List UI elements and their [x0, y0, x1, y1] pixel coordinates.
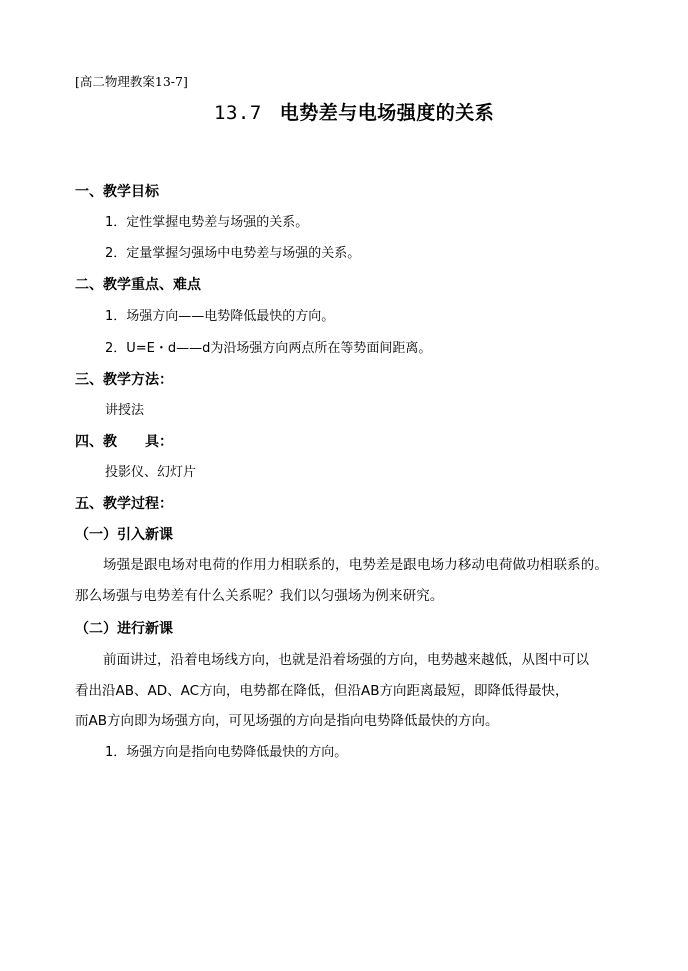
title-text: 电势差与电场强度的关系: [279, 102, 495, 124]
page-title: [214, 104, 494, 123]
tools-text: 投影仪、幻灯片: [105, 465, 197, 480]
lesson-tag: [高二物理教案13-7]: [75, 74, 188, 89]
goal-item-2: 2．定量掌握匀强场中电势差与场强的关系。: [105, 246, 361, 261]
key-point-1: 1．场强方向——电势降低最快的方向。: [105, 309, 335, 324]
new-lesson-heading: （二）进行新课: [75, 621, 173, 637]
method-heading: 三、教学方法：: [75, 372, 173, 388]
key-point-2: 2．U=E・d——d为沿场强方向两点所在等势面间距离。: [105, 341, 432, 356]
new-lesson-paragraph-line-2: 看出沿AB、AD、AC方向，电势都在降低，但沿AB方向距离最短，即降低得最快，: [75, 683, 569, 699]
method-text: 讲授法: [105, 403, 145, 418]
new-lesson-item-1: 1．场强方向是指向电势降低最快的方向。: [105, 745, 348, 760]
intro-heading: （一）引入新课: [75, 527, 173, 543]
intro-paragraph-line-1: 场强是跟电场对电荷的作用力相联系的，电势差是跟电场力移动电荷做功相联系的。: [103, 557, 609, 573]
new-lesson-paragraph-line-1: 前面讲过，沿着电场线方向，也就是沿着场强的方向，电势越来越低，从图中可以: [103, 652, 589, 668]
tools-heading: 四、教 具：: [75, 434, 173, 450]
goal-item-1: 1．定性掌握电势差与场强的关系。: [105, 215, 309, 230]
new-lesson-paragraph-line-3: 而AB方向即为场强方向，可见场强的方向是指向电势降低最快的方向。: [75, 713, 499, 729]
intro-paragraph-line-2: 那么场强与电势差有什么关系呢？我们以匀强场为例来研究。: [75, 588, 444, 604]
key-points-heading: 二、教学重点、难点: [75, 277, 201, 293]
goals-heading: 一、教学目标: [75, 184, 159, 200]
title-number: 13.7: [214, 102, 262, 124]
process-heading: 五、教学过程：: [75, 496, 173, 512]
